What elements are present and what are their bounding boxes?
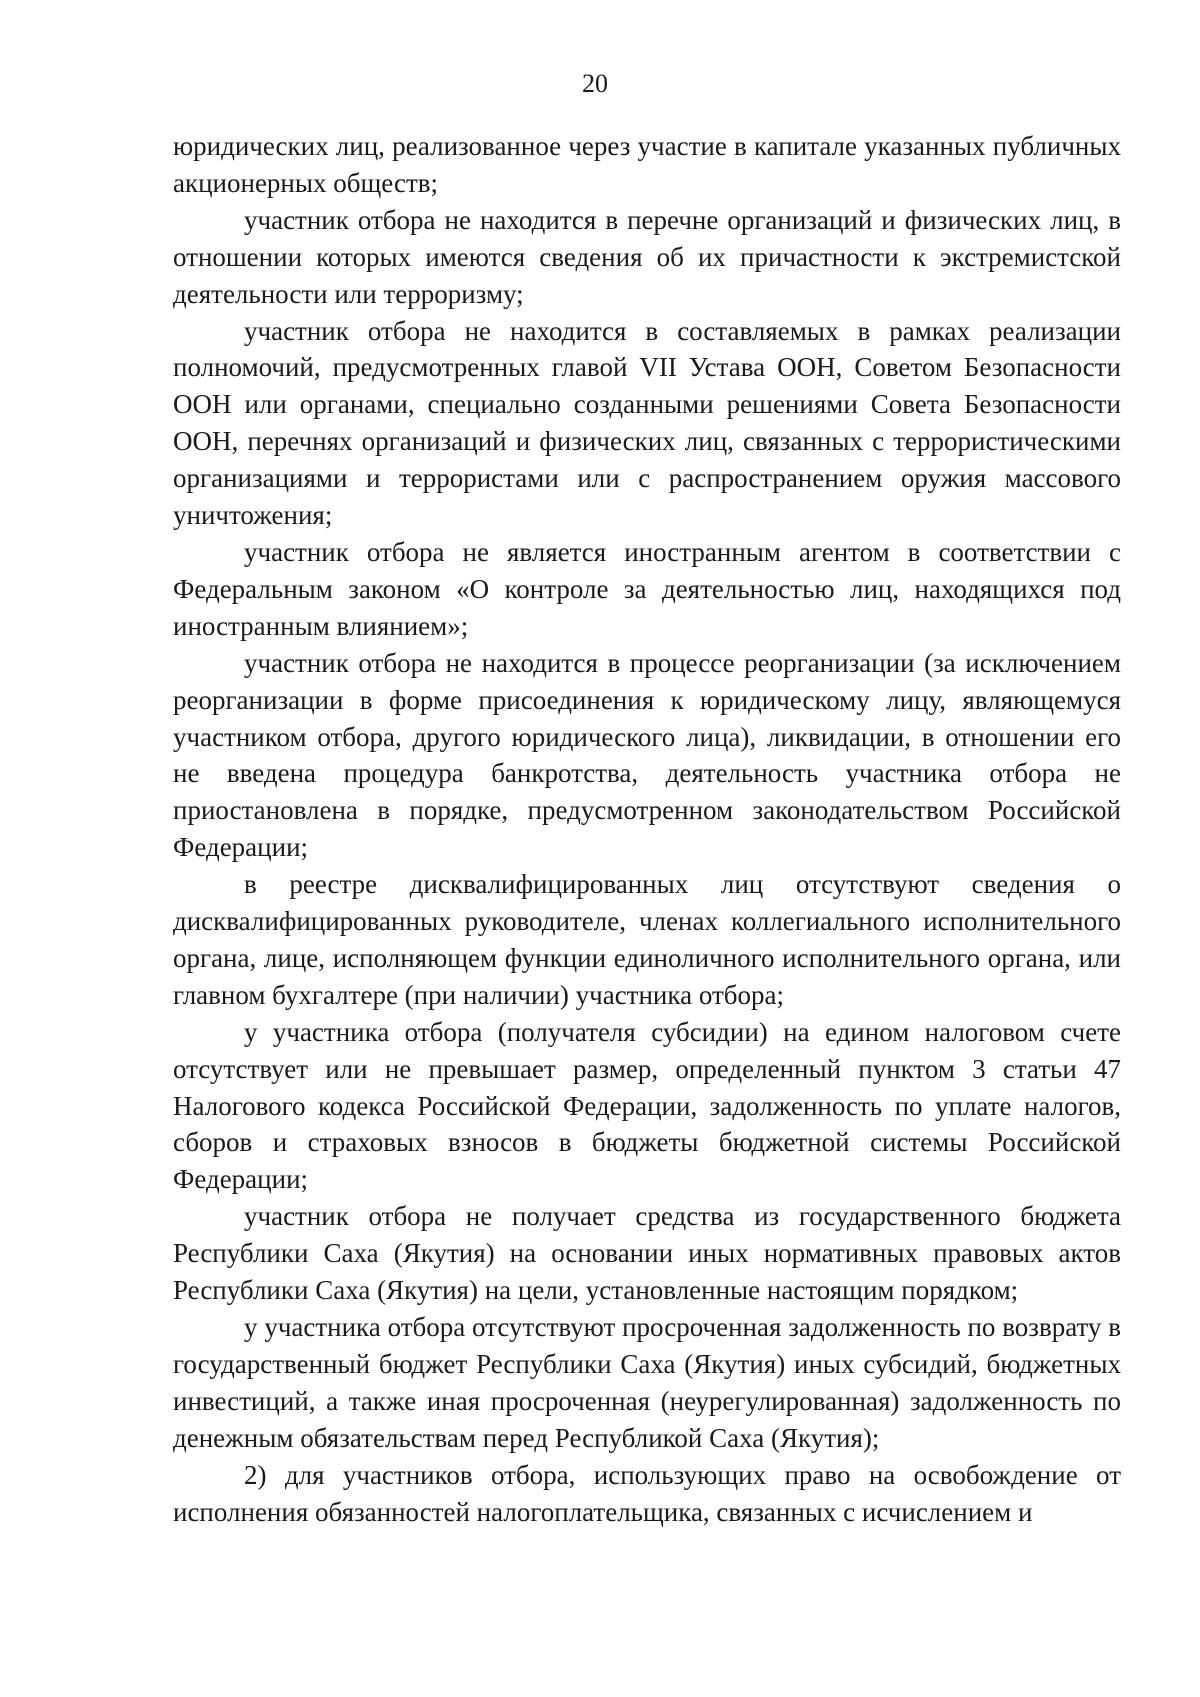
paragraph-tax-debt: у участника отбора (получателя субсидии) на едином налоговом счете отсутствует или не превышает размер, определенный пунктом 3 статьи 47 Налогового кодекса Российской Федерации, задолженность по уплате налогов, сборов и страховых взносов в бюджеты бюджетной системы Российской Федерации; xyxy=(173,1016,1121,1195)
paragraph-disqualified-persons: в реестре дисквалифицированных лиц отсутствуют сведения о дисквалифицированных руководителе, членах коллегиального исполнительного органа, лице, исполняющем функции единоличного исполнительного органа, или главном бухгалтере (при наличии) участника отбора; xyxy=(173,869,1121,1010)
paragraph-overdue-debt: у участника отбора отсутствуют просроченная задолженность по возврату в государственный бюджет Республики Саха (Якутия) иных субсидий, бюджетных инвестиций, а также иная просроченная (неурегулированная) задолженность по денежным обязательствам перед Республикой Саха (Якутия); xyxy=(173,1312,1121,1453)
paragraph-reorganization: участник отбора не находится в процессе реорганизации (за исключением реорганизации в форме присоединения к юридическому лицу, являющемуся участником отбора, другого юридического лица), ликвидации, в отношении его не введена процедура банкротства, деятельность участника отбора не приостановлена в порядке, предусмотренном законодательством Российской Федерации; xyxy=(173,647,1121,863)
document-body xyxy=(173,128,1121,1530)
paragraph-continuation: юридических лиц, реализованное через участие в капитале указанных публичных акционерных обществ; xyxy=(173,131,1121,198)
paragraph-item-2: 2) для участников отбора, использующих право на освобождение от исполнения обязанностей налогоплательщика, связанных с исчислением и xyxy=(173,1459,1121,1527)
paragraph-budget-funds: участник отбора не получает средства из государственного бюджета Республики Саха (Якутия) на основании иных нормативных правовых актов Республики Саха (Якутия) на цели, установленные настоящим порядком; xyxy=(173,1201,1121,1306)
paragraph-foreign-agent: участник отбора не является иностранным агентом в соответствии с Федеральным законом «О контроле за деятельностью лиц, находящихся под иностранным влиянием»; xyxy=(173,536,1121,641)
page-number: 20 xyxy=(582,69,608,98)
paragraph-extremism-list: участник отбора не находится в перечне организаций и физических лиц, в отношении которых имеются сведения об их причастности к экстремистской деятельности или терроризму; xyxy=(173,204,1121,309)
paragraph-un-sanctions-list: участник отбора не находится в составляемых в рамках реализации полномочий, предусмотренных главой VII Устава ООН, Советом Безопасности ООН или органами, специально созданными решениями Совета Безопасности ООН, перечнях организаций и физических лиц, связанных с террористическими организациями и террористами или с распространением оружия массового уничтожения; xyxy=(173,315,1121,531)
